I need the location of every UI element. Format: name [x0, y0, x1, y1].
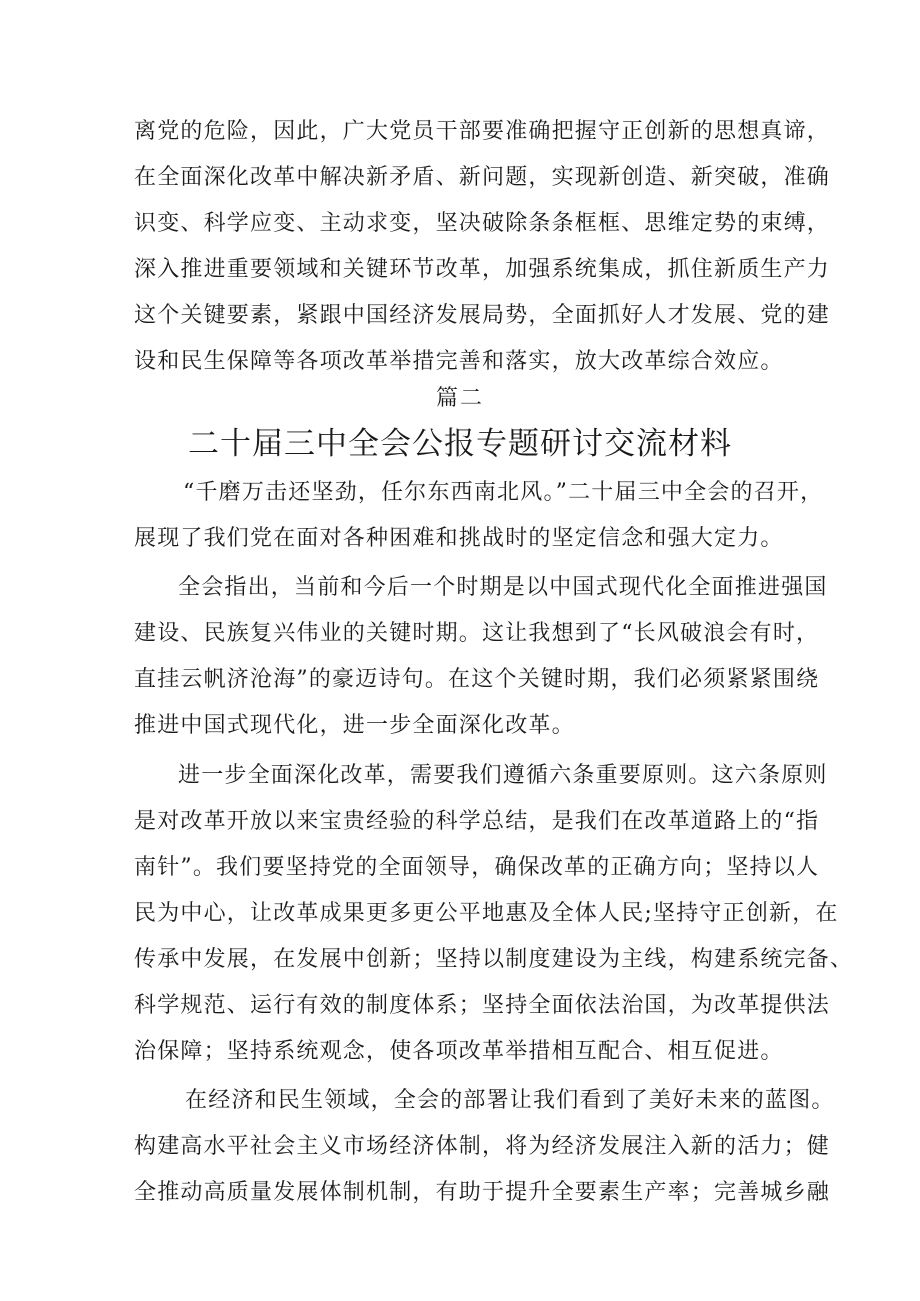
- text-line: 传承中发展，在发展中创新；坚持以制度建设为主线，构建系统完备、: [134, 947, 854, 972]
- text-line: 南针”。我们要坚持党的全面领导，确保改革的正确方向；坚持以人: [134, 855, 820, 880]
- text-line: 建设、民族复兴伟业的关键时期。这让我想到了“长风破浪会有时，: [134, 621, 820, 646]
- text-line: 深入推进重要领域和关键环节改革，加强系统集成，抓住新质生产力: [134, 257, 831, 282]
- text-line: 进一步全面深化改革，需要我们遵循六条重要原则。这六条原则: [178, 763, 828, 788]
- text-line: 离党的危险，因此，广大党员干部要准确把握守正创新的思想真谛，: [134, 119, 831, 144]
- text-line: 识变、科学应变、主动求变，坚决破除条条框框、思维定势的束缚，: [134, 211, 831, 236]
- text-line: 治保障；坚持系统观念，使各项改革举措相互配合、相互促进。: [134, 1039, 784, 1064]
- text-line: 科学规范、运行有效的制度体系；坚持全面依法治国，为改革提供法: [134, 993, 831, 1018]
- text-line: 全推动高质量发展体制机制，有助于提升全要素生产率；完善城乡融: [134, 1180, 831, 1205]
- text-line: 这个关键要素，紧跟中国经济发展局势，全面抓好人才发展、党的建: [134, 303, 831, 328]
- text-line: 设和民生保障等各项改革举措完善和落实，放大改革综合效应。: [134, 349, 784, 374]
- text-line: 在全面深化改革中解决新矛盾、新问题，实现新创造、新突破，准确: [134, 165, 831, 190]
- text-line: “千磨万击还坚劲，任尔东西南北风。”二十届三中全会的召开，: [183, 480, 824, 505]
- text-line: 是对改革开放以来宝贵经验的科学总结，是我们在改革道路上的“指: [134, 809, 820, 834]
- text-line: 在经济和民生领域，全会的部署让我们看到了美好未来的蓝图。: [185, 1088, 835, 1113]
- document-title: 二十届三中全会公报专题研讨交流材料: [188, 426, 732, 462]
- text-line: 全会指出，当前和今后一个时期是以中国式现代化全面推进强国: [178, 575, 828, 600]
- text-line: 直挂云帆济沧海”的豪迈诗句。在这个关键时期，我们必须紧紧围绕: [134, 667, 820, 692]
- text-line: 构建高水平社会主义市场经济体制，将为经济发展注入新的活力；健: [134, 1134, 831, 1159]
- text-line: 展现了我们党在面对各种困难和挑战时的坚定信念和强大定力。: [134, 526, 784, 551]
- section-label: 篇二: [435, 386, 484, 411]
- text-line: 推进中国式现代化，进一步全面深化改革。: [134, 713, 575, 738]
- text-line: 民为中心，让改革成果更多更公平地惠及全体人民;坚持守正创新，在: [134, 901, 839, 926]
